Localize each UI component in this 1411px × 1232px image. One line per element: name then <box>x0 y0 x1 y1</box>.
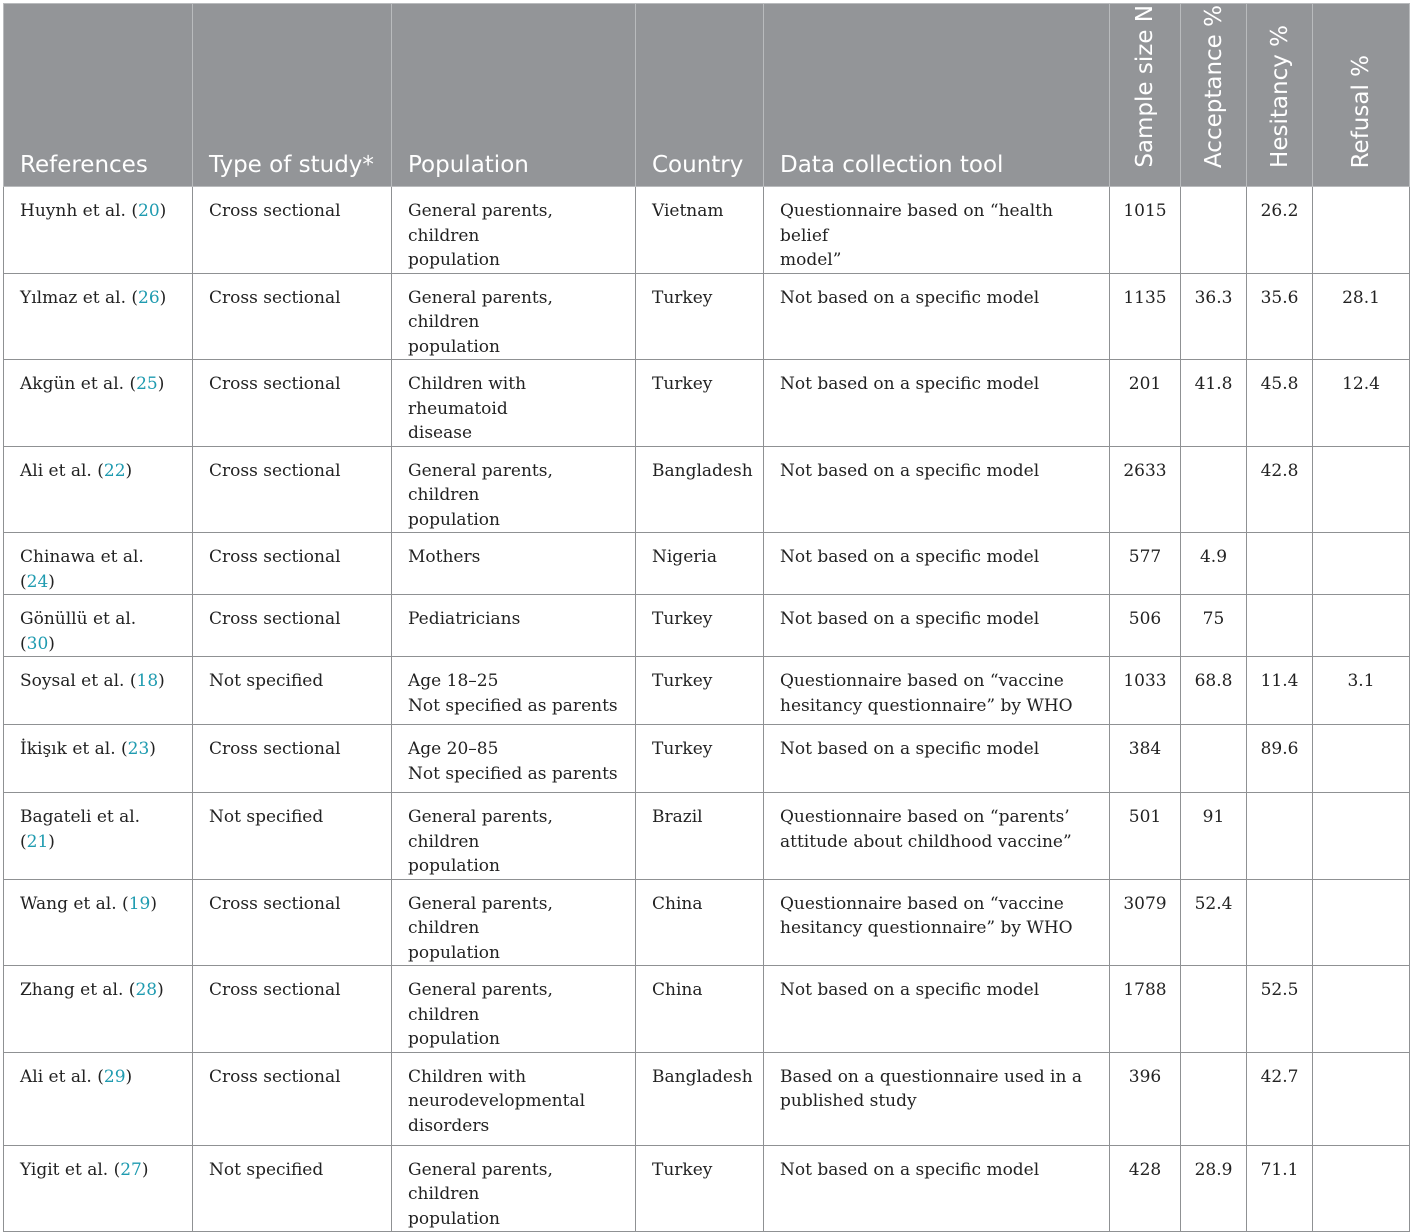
country-cell <box>636 793 764 880</box>
data-collection-tool-cell <box>764 1145 1110 1232</box>
header-refusal: Refusal % <box>1348 54 1374 168</box>
citation-link[interactable]: 30 <box>26 633 49 654</box>
country-cell <box>636 879 764 966</box>
reference-bracket: ) <box>157 374 165 394</box>
header-country: Country <box>636 4 764 187</box>
reference-bracket: ) <box>158 671 165 691</box>
table-header <box>4 4 1410 187</box>
population-line: Children with <box>408 1066 527 1087</box>
country-text: Turkey <box>652 739 713 759</box>
citation-link[interactable]: 24 <box>26 571 49 592</box>
type-of-study-text: Cross sectional <box>209 739 341 759</box>
acceptance-cell <box>1181 879 1247 966</box>
population-line: population <box>408 509 500 530</box>
tool-line: Questionnaire based on “parents’ <box>780 807 1070 827</box>
header-data-collection-tool: Data collection tool <box>764 4 1110 187</box>
population-line: population <box>408 1029 500 1049</box>
reference-cell <box>4 595 193 657</box>
tool-line: Not based on a specific model <box>780 460 1040 481</box>
reference-cell <box>4 187 193 274</box>
table-row <box>4 595 1410 657</box>
population-line: Not specified as parents <box>408 695 618 716</box>
tool-line: Not based on a specific model <box>780 980 1040 1000</box>
acceptance-value: 28.9 <box>1194 1159 1233 1180</box>
country-cell <box>636 446 764 533</box>
tool-line: hesitancy questionnaire” by WHO <box>780 695 1073 716</box>
reference-bracket: ) <box>157 980 164 1000</box>
population-line: population <box>408 250 500 270</box>
sample-size-value: 1015 <box>1123 201 1167 221</box>
citation-link[interactable]: 28 <box>135 980 158 1000</box>
country-text: China <box>652 980 703 1000</box>
reference-bracket: ) <box>125 460 133 481</box>
population-line: General parents, children <box>408 980 553 1025</box>
country-cell <box>636 966 764 1053</box>
type-of-study-text: Cross sectional <box>209 609 341 629</box>
citation-link[interactable]: 21 <box>26 831 49 852</box>
reference-cell <box>4 273 193 360</box>
sample-size-value: 428 <box>1128 1159 1162 1180</box>
refusal-cell <box>1313 187 1410 274</box>
population-line: Pediatricians <box>408 609 521 629</box>
country-cell <box>636 187 764 274</box>
population-line: General parents, children <box>408 460 553 505</box>
type-of-study-cell <box>193 360 392 447</box>
data-collection-tool-cell <box>764 966 1110 1053</box>
population-line: disorders <box>408 1115 490 1136</box>
header-row <box>4 4 1410 187</box>
population-cell <box>392 187 636 274</box>
tool-line: Questionnaire based on “vaccine <box>780 893 1064 914</box>
country-text: Turkey <box>652 374 713 394</box>
acceptance-cell <box>1181 446 1247 533</box>
reference-bracket: ) <box>48 633 55 654</box>
sample-size-value: 577 <box>1128 547 1162 567</box>
refusal-cell <box>1313 533 1410 595</box>
sample-size-cell <box>1110 273 1181 360</box>
country-text: Turkey <box>652 671 713 691</box>
sample-size-value: 384 <box>1128 739 1162 759</box>
reference-bracket: ) <box>150 893 157 914</box>
sample-size-value: 501 <box>1128 807 1162 827</box>
acceptance-value: 52.4 <box>1194 893 1233 914</box>
population-line: population <box>408 856 500 876</box>
population-line: Children with rheumatoid <box>408 374 527 419</box>
refusal-cell <box>1313 793 1410 880</box>
refusal-cell <box>1313 1145 1410 1232</box>
tool-line: Not based on a specific model <box>780 609 1040 629</box>
tool-line: hesitancy questionnaire” by WHO <box>780 918 1073 938</box>
population-line: General parents, children <box>408 807 553 852</box>
tool-line: Not based on a specific model <box>780 547 1040 567</box>
sample-size-cell <box>1110 657 1181 725</box>
reference-cell <box>4 793 193 880</box>
hesitancy-cell <box>1247 446 1313 533</box>
citation-link[interactable]: 19 <box>128 893 151 914</box>
sample-size-cell <box>1110 879 1181 966</box>
reference-cell <box>4 1052 193 1145</box>
country-cell <box>636 1052 764 1145</box>
sample-size-value: 1033 <box>1123 671 1167 691</box>
refusal-cell <box>1313 725 1410 793</box>
country-text: Turkey <box>652 287 713 308</box>
reference-bracket: ) <box>48 571 55 592</box>
data-collection-tool-cell <box>764 879 1110 966</box>
hesitancy-cell <box>1247 966 1313 1053</box>
table-row <box>4 446 1410 533</box>
reference-author: İkişık et al. ( <box>20 739 128 759</box>
reference-author: Akgün et al. ( <box>20 374 137 394</box>
refusal-cell <box>1313 879 1410 966</box>
refusal-cell <box>1313 1052 1410 1145</box>
header-references: References <box>4 4 193 187</box>
type-of-study-cell <box>193 1145 392 1232</box>
data-collection-tool-cell <box>764 187 1110 274</box>
population-cell <box>392 533 636 595</box>
data-collection-tool-cell <box>764 533 1110 595</box>
type-of-study-text: Not specified <box>209 1159 324 1180</box>
country-cell <box>636 360 764 447</box>
table-row <box>4 793 1410 880</box>
population-line: population <box>408 336 500 357</box>
country-text: Turkey <box>652 609 713 629</box>
population-line: Mothers <box>408 547 481 567</box>
sample-size-cell <box>1110 1145 1181 1232</box>
citation-link[interactable]: 27 <box>120 1159 142 1180</box>
header-acceptance: Acceptance % <box>1200 4 1227 168</box>
study-table <box>3 3 1410 1232</box>
refusal-cell <box>1313 595 1410 657</box>
data-collection-tool-cell <box>764 595 1110 657</box>
hesitancy-value: 45.8 <box>1260 374 1299 394</box>
data-collection-tool-cell <box>764 446 1110 533</box>
data-collection-tool-cell <box>764 1052 1110 1145</box>
population-line: population <box>408 1208 500 1229</box>
reference-cell <box>4 657 193 725</box>
sample-size-cell <box>1110 966 1181 1053</box>
population-line: General parents, children <box>408 1159 553 1204</box>
reference-cell <box>4 966 193 1053</box>
type-of-study-text: Cross sectional <box>209 460 341 481</box>
refusal-value: 12.4 <box>1342 374 1380 394</box>
table-row <box>4 187 1410 274</box>
tool-line: Not based on a specific model <box>780 287 1040 308</box>
reference-bracket: ) <box>159 201 167 221</box>
header-type-of-study: Type of study* <box>193 4 392 187</box>
sample-size-value: 2633 <box>1123 460 1167 481</box>
header-population: Population <box>392 4 636 187</box>
reference-bracket: ) <box>149 739 156 759</box>
data-collection-tool-cell <box>764 657 1110 725</box>
tool-line: Questionnaire based on “vaccine <box>780 671 1064 691</box>
acceptance-value: 36.3 <box>1194 287 1233 308</box>
hesitancy-cell <box>1247 1052 1313 1145</box>
reference-cell <box>4 725 193 793</box>
sample-size-value: 1788 <box>1123 980 1167 1000</box>
tool-line: Not based on a specific model <box>780 1159 1040 1180</box>
acceptance-cell <box>1181 533 1247 595</box>
population-line: General parents, children <box>408 201 553 246</box>
country-text: Turkey <box>652 1159 713 1180</box>
citation-link[interactable]: 26 <box>138 287 160 308</box>
type-of-study-text: Cross sectional <box>209 1066 341 1087</box>
country-text: Brazil <box>652 807 703 827</box>
hesitancy-value: 42.7 <box>1260 1066 1299 1087</box>
hesitancy-value: 52.5 <box>1260 980 1299 1000</box>
citation-link[interactable]: 29 <box>103 1066 126 1087</box>
population-cell <box>392 657 636 725</box>
reference-author: Huynh et al. ( <box>20 201 138 221</box>
type-of-study-text: Cross sectional <box>209 547 341 567</box>
hesitancy-cell <box>1247 273 1313 360</box>
data-collection-tool-cell <box>764 360 1110 447</box>
acceptance-cell <box>1181 595 1247 657</box>
population-cell <box>392 595 636 657</box>
hesitancy-value: 71.1 <box>1260 1159 1299 1180</box>
acceptance-cell <box>1181 725 1247 793</box>
type-of-study-cell <box>193 966 392 1053</box>
hesitancy-cell <box>1247 793 1313 880</box>
table-row <box>4 725 1410 793</box>
hesitancy-cell <box>1247 1145 1313 1232</box>
refusal-cell <box>1313 657 1410 725</box>
hesitancy-cell <box>1247 657 1313 725</box>
acceptance-cell <box>1181 1145 1247 1232</box>
acceptance-cell <box>1181 273 1247 360</box>
type-of-study-cell <box>193 725 392 793</box>
country-cell <box>636 657 764 725</box>
tool-line: published study <box>780 1091 917 1111</box>
type-of-study-cell <box>193 657 392 725</box>
refusal-value: 28.1 <box>1342 287 1380 308</box>
sample-size-cell <box>1110 360 1181 447</box>
acceptance-value: 68.8 <box>1194 671 1233 691</box>
reference-author: Wang et al. ( <box>20 893 129 914</box>
tool-line: Not based on a specific model <box>780 374 1040 394</box>
type-of-study-text: Cross sectional <box>209 980 341 1000</box>
reference-author: Ali et al. ( <box>20 460 104 481</box>
population-line: neurodevelopmental <box>408 1091 586 1111</box>
hesitancy-cell <box>1247 533 1313 595</box>
sample-size-cell <box>1110 1052 1181 1145</box>
acceptance-cell <box>1181 793 1247 880</box>
acceptance-cell <box>1181 657 1247 725</box>
table-row <box>4 360 1410 447</box>
population-line: Age 18–25 <box>408 671 499 691</box>
reference-cell <box>4 533 193 595</box>
country-text: Bangladesh <box>652 1066 753 1087</box>
reference-author: Chinawa et al. ( <box>20 547 144 592</box>
header-refusal-cell <box>1313 4 1410 187</box>
refusal-cell <box>1313 966 1410 1053</box>
population-cell <box>392 966 636 1053</box>
citation-link[interactable]: 20 <box>138 201 160 221</box>
type-of-study-cell <box>193 879 392 966</box>
country-text: Nigeria <box>652 547 717 567</box>
acceptance-value: 91 <box>1202 807 1225 827</box>
refusal-cell <box>1313 273 1410 360</box>
citation-link[interactable]: 22 <box>103 460 126 481</box>
population-line: General parents, children <box>408 287 553 332</box>
sample-size-value: 396 <box>1128 1066 1162 1087</box>
population-cell <box>392 446 636 533</box>
acceptance-cell <box>1181 360 1247 447</box>
data-collection-tool-cell <box>764 273 1110 360</box>
population-cell <box>392 1052 636 1145</box>
data-collection-tool-cell <box>764 793 1110 880</box>
citation-link[interactable]: 18 <box>136 671 159 691</box>
hesitancy-value: 42.8 <box>1260 460 1299 481</box>
type-of-study-cell <box>193 187 392 274</box>
type-of-study-text: Not specified <box>209 807 324 827</box>
acceptance-cell <box>1181 966 1247 1053</box>
population-line: General parents, children <box>408 893 553 938</box>
reference-cell <box>4 446 193 533</box>
refusal-cell <box>1313 360 1410 447</box>
table-row <box>4 1145 1410 1232</box>
country-cell <box>636 533 764 595</box>
header-hesitancy: Hesitancy % <box>1266 25 1293 168</box>
reference-author: Soysal et al. ( <box>20 671 137 691</box>
sample-size-value: 1135 <box>1123 287 1167 308</box>
tool-line: attitude about childhood vaccine” <box>780 831 1072 852</box>
reference-author: Yigit et al. ( <box>20 1159 121 1180</box>
table-row <box>4 657 1410 725</box>
header-acceptance-cell <box>1181 4 1247 187</box>
reference-cell <box>4 879 193 966</box>
hesitancy-value: 11.4 <box>1260 671 1299 691</box>
sample-size-value: 506 <box>1128 609 1162 629</box>
type-of-study-text: Cross sectional <box>209 374 341 394</box>
hesitancy-cell <box>1247 879 1313 966</box>
sample-size-cell <box>1110 595 1181 657</box>
reference-author: Ali et al. ( <box>20 1066 104 1087</box>
sample-size-cell <box>1110 446 1181 533</box>
header-sample-size: Sample size N <box>1132 5 1158 168</box>
country-cell <box>636 273 764 360</box>
reference-bracket: ) <box>125 1066 133 1087</box>
country-cell <box>636 1145 764 1232</box>
population-cell <box>392 879 636 966</box>
type-of-study-cell <box>193 273 392 360</box>
reference-bracket: ) <box>159 287 167 308</box>
country-text: Vietnam <box>652 201 724 221</box>
population-cell <box>392 360 636 447</box>
type-of-study-cell <box>193 446 392 533</box>
hesitancy-value: 26.2 <box>1260 201 1299 221</box>
tool-line: Questionnaire based on “health belief <box>780 201 1053 246</box>
tool-line: model” <box>780 250 842 270</box>
acceptance-cell <box>1181 1052 1247 1145</box>
sample-size-cell <box>1110 187 1181 274</box>
table-row <box>4 966 1410 1053</box>
population-cell <box>392 793 636 880</box>
citation-link[interactable]: 23 <box>127 739 150 759</box>
header-hesitancy-cell <box>1247 4 1313 187</box>
sample-size-cell <box>1110 533 1181 595</box>
type-of-study-text: Cross sectional <box>209 201 341 221</box>
acceptance-value: 75 <box>1202 609 1225 629</box>
reference-author: Yılmaz et al. ( <box>20 287 139 308</box>
hesitancy-cell <box>1247 725 1313 793</box>
reference-author: Zhang et al. ( <box>20 980 136 1000</box>
reference-bracket: ) <box>141 1159 149 1180</box>
table-body <box>4 187 1410 1232</box>
sample-size-value: 3079 <box>1123 893 1167 914</box>
population-cell <box>392 1145 636 1232</box>
table-row <box>4 1052 1410 1145</box>
hesitancy-cell <box>1247 360 1313 447</box>
type-of-study-text: Cross sectional <box>209 893 341 914</box>
reference-bracket: ) <box>48 831 55 852</box>
hesitancy-cell <box>1247 187 1313 274</box>
country-text: Bangladesh <box>652 460 753 481</box>
hesitancy-cell <box>1247 595 1313 657</box>
population-cell <box>392 273 636 360</box>
country-cell <box>636 595 764 657</box>
table-row <box>4 879 1410 966</box>
reference-author: Bagateli et al. ( <box>20 807 141 852</box>
population-line: population <box>408 942 500 963</box>
type-of-study-cell <box>193 1052 392 1145</box>
sample-size-value: 201 <box>1128 374 1162 394</box>
acceptance-cell <box>1181 187 1247 274</box>
tool-line: Based on a questionnaire used in a <box>780 1066 1082 1087</box>
refusal-value: 3.1 <box>1347 671 1375 691</box>
sample-size-cell <box>1110 793 1181 880</box>
hesitancy-value: 89.6 <box>1260 739 1299 759</box>
table-row <box>4 533 1410 595</box>
header-sample-size-cell <box>1110 4 1181 187</box>
country-cell <box>636 725 764 793</box>
population-line: disease <box>408 423 473 443</box>
reference-author: Gönüllü et al. ( <box>20 609 137 654</box>
acceptance-value: 4.9 <box>1199 547 1228 567</box>
type-of-study-text: Not specified <box>209 671 324 691</box>
data-collection-tool-cell <box>764 725 1110 793</box>
population-cell <box>392 725 636 793</box>
reference-cell <box>4 1145 193 1232</box>
hesitancy-value: 35.6 <box>1260 287 1299 308</box>
table-row <box>4 273 1410 360</box>
population-line: Age 20–85 <box>408 739 499 759</box>
type-of-study-cell <box>193 793 392 880</box>
type-of-study-text: Cross sectional <box>209 287 341 308</box>
refusal-cell <box>1313 446 1410 533</box>
tool-line: Not based on a specific model <box>780 739 1040 759</box>
citation-link[interactable]: 25 <box>136 374 158 394</box>
acceptance-value: 41.8 <box>1194 374 1233 394</box>
population-line: Not specified as parents <box>408 763 618 784</box>
country-text: China <box>652 893 703 914</box>
sample-size-cell <box>1110 725 1181 793</box>
type-of-study-cell <box>193 595 392 657</box>
type-of-study-cell <box>193 533 392 595</box>
reference-cell <box>4 360 193 447</box>
